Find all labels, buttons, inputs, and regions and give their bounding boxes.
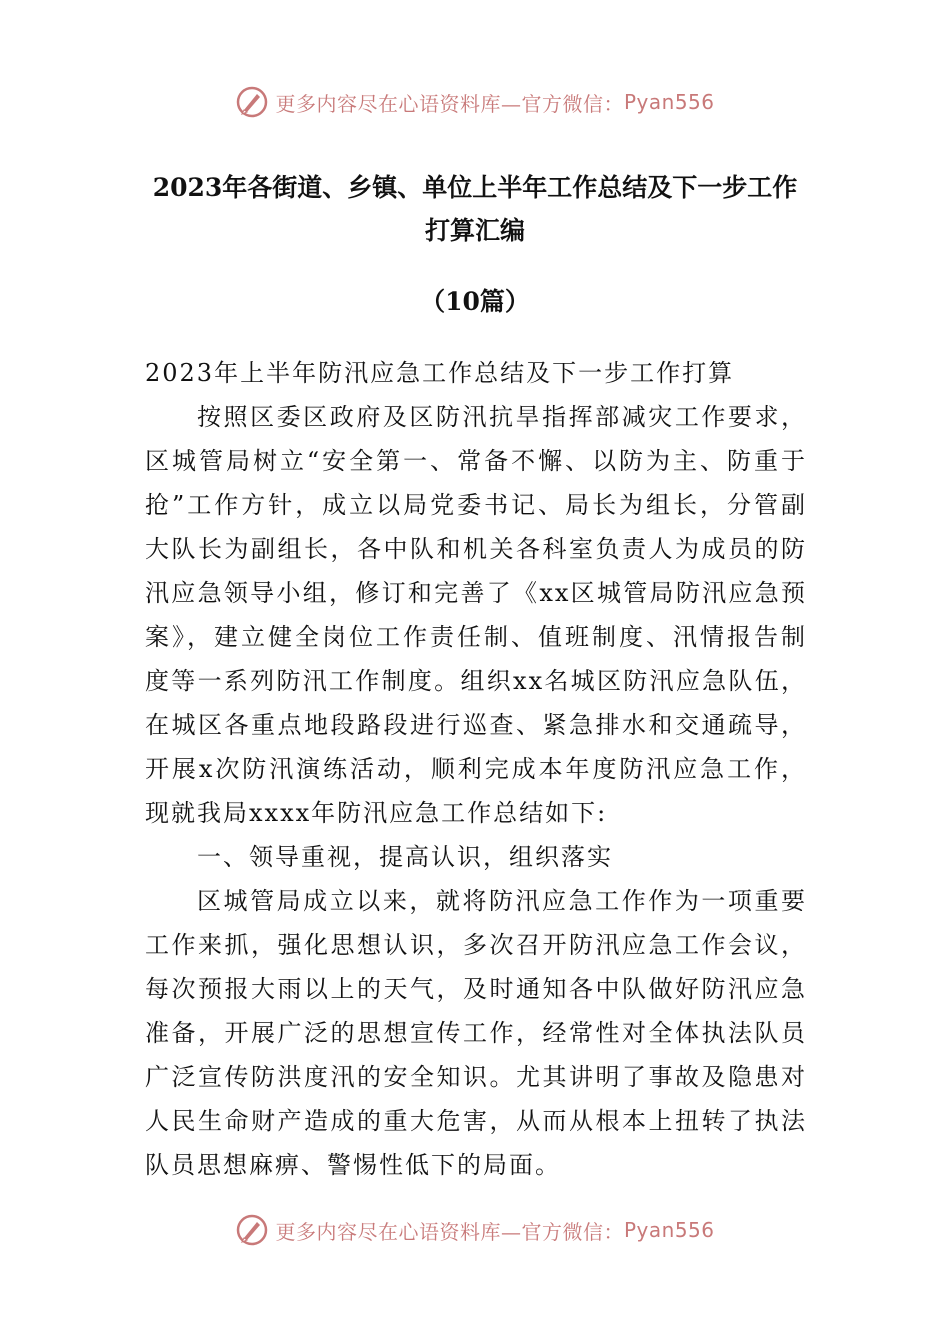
pen-logo-icon [235, 85, 269, 119]
watermark-text: 更多内容尽在心语资料库—官方微信： [275, 1219, 624, 1244]
article-count: （10篇） [420, 287, 530, 316]
section-subtitle: 2023年上半年防汛应急工作总结及下一步工作打算 [145, 359, 735, 387]
paragraph-intro: 按照区委区政府及区防汛抗旱指挥部减灾工作要求，区城管局树立“安全第一、常备不懈、以防为主、防重于抢”工作方针，成立以局党委书记、局长为组长，分管副大队长为副组长，各中队和机关各科室负责人为成员的防汛应急领导小组，修订和完善了《xx区城管局防汛应急预案》，建立健全岗位工作责任制、值班制度、汛情报告制度等一系列防汛工作制度。组织xx名城区防汛应急队伍，在城区各重点地段路段进行巡查、紧急排水和交通疏导，开展x次防汛演练活动，顺利完成本年度防汛应急工作，现就我局xxxx年防汛应急工作总结如下: [145, 403, 807, 827]
watermark-text: 更多内容尽在心语资料库—官方微信： [275, 91, 624, 116]
paragraph-leadership: 区城管局成立以来，就将防汛应急工作作为一项重要工作来抓，强化思想认识，多次召开防汛应急工作会议，每次预报大雨以上的天气，及时通知各中队做好防汛应急准备，开展广泛的思想宣传工作，经常性对全体执法队员广泛宣传防洪度汛的安全知识。尤其讲明了事故及隐患对人民生命财产造成的重大危害，从而从根本上扭转了执法队员思想麻痹、警惕性低下的局面。 [145, 887, 807, 1179]
document-title-line2: 打算汇编 [424, 216, 525, 245]
header-watermark [0, 82, 950, 122]
document-body [145, 351, 807, 1187]
document-title-line1: 2023年各街道、乡镇、单位上半年工作总结及下一步工作 [152, 173, 798, 202]
pen-logo-icon [235, 1213, 269, 1247]
wechat-id: Pyan556 [623, 1218, 715, 1242]
wechat-id: Pyan556 [623, 90, 715, 114]
footer-watermark [0, 1210, 950, 1250]
section-heading: 一、领导重视，提高认识，组织落实 [197, 843, 613, 871]
